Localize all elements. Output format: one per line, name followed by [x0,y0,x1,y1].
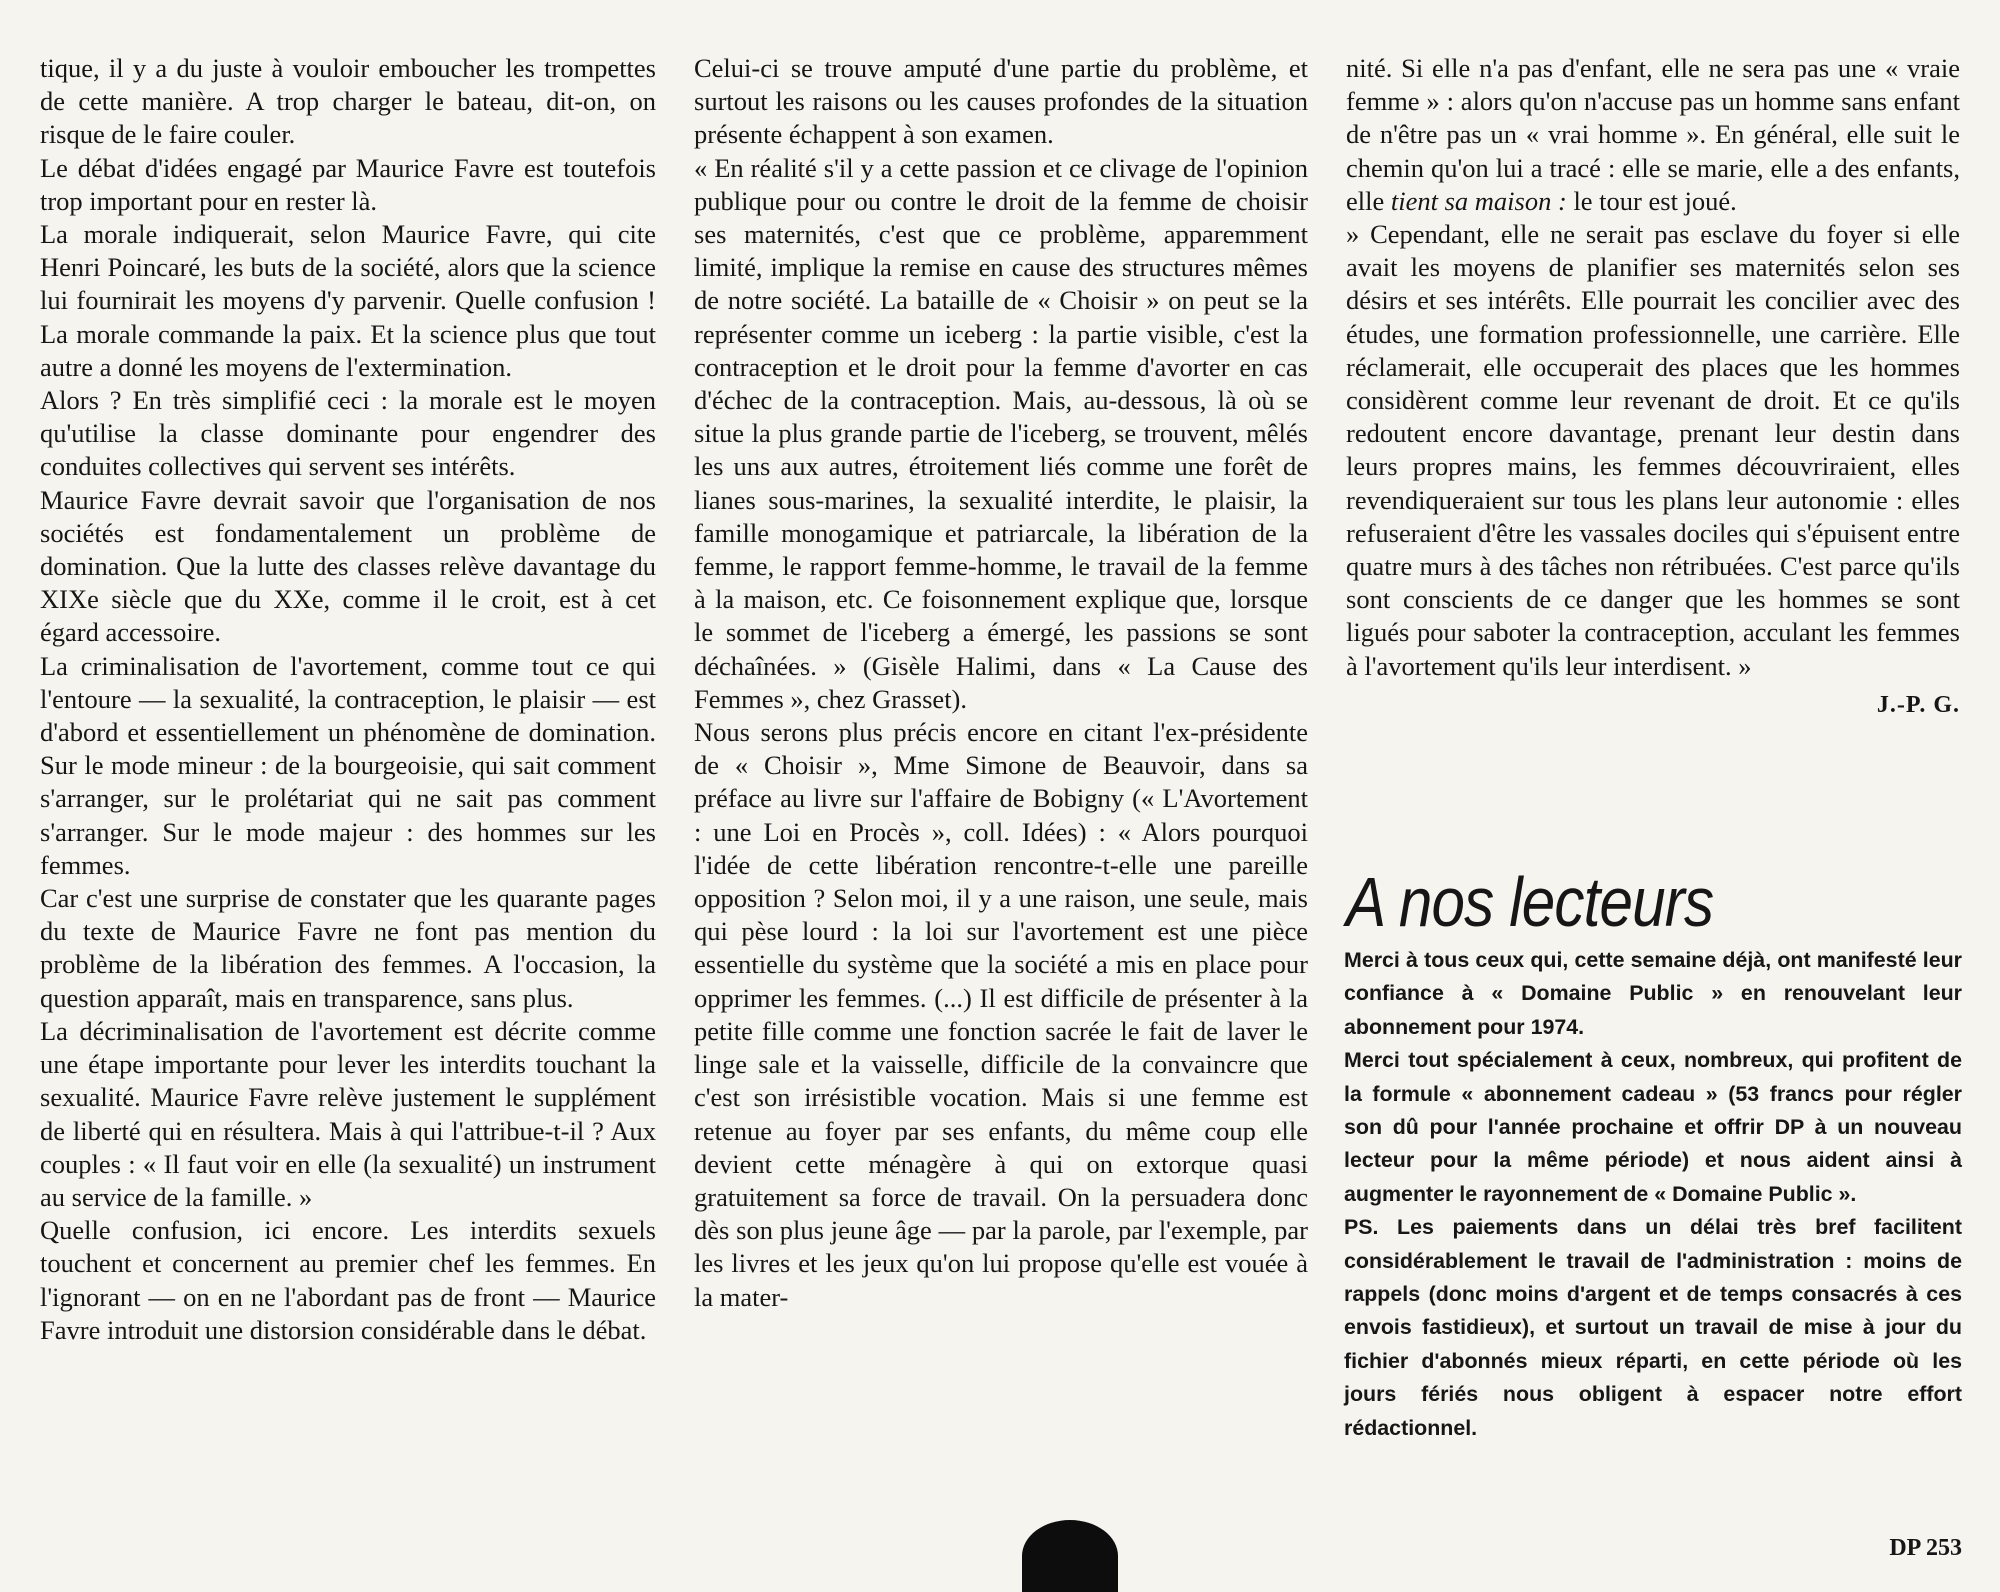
page-footer: DP 253 [1889,1535,1962,1561]
paragraph: La décriminalisation de l'avortement est décrite comme une étape importante pour lever les interdits touchant la sexualité. Maurice Favre relève justement le supplément de liberté qui en résultera. Mais à qui l'attribue-t-il ? Aux couples : « Il faut voir en elle (la sexualité) un instrument au service de la famille. » [40,1015,656,1212]
paragraph: Quelle confusion, ici encore. Les interdits sexuels touchent et concernent au premier chef les femmes. En l'ignorant — on en ne l'abordant pas de front — Maurice Favre introduit une distorsion considérable dans le débat. [40,1215,656,1345]
paragraph: Celui-ci se trouve amputé d'une partie du problème, et surtout les raisons ou les causes profondes de la situation présente échappent à son examen. [694,53,1308,150]
paragraph: La morale indiquerait, selon Maurice Favre, qui cite Henri Poincaré, les buts de la société, alors que la science lui fournirait les moyens d'y parvenir. Quelle confusion ! La morale commande la paix. Et la science plus que tout autre a donné les moyens de l'extermination. [40,219,656,382]
paragraph: La criminalisation de l'avortement, comme tout ce qui l'entoure — la sexualité, la contraception, le plaisir — est d'abord et essentiellement un phénomène de domination. Sur le mode mineur : de la bourgeoisie, qui sait comment s'arranger, sur le prolétariat qui ne sait pas comment s'arranger. Sur le mode majeur : des hommes sur les femmes. [40,650,656,880]
text-run: le tour est joué. [1566,185,1737,216]
paragraph: Nous serons plus précis encore en citant l'ex-présidente de « Choisir », Mme Simone de Beauvoir, dans sa préface au livre sur l'affaire de Bobigny (« L'Avortement : une Loi en Procès », coll. Idées) : « Alors pourquoi l'idée de cette libération rencontre-t-elle une pareille opposition ? Selon moi, il y a une raison, une seule, mais qui pèse lourd : la loi sur l'avortement est une pièce essentielle du système que la société a mis en place pour opprimer les femmes. (...) Il est difficile de présenter à la petite fille comme une fonction sacrée le fait de laver le linge sale et la vaisselle, difficile de la convaincre que c'est son irrésistible vocation. Mais si une femme est retenue au foyer par ses enfants, du même coup elle devient cette ménagère à qui on extorque quasi gratuitement sa force de travail. On la persuadera donc dès son plus jeune âge — par la parole, par l'exemple, par les livres et les jeux qu'on lui propose qu'elle est vouée à la mater- [694,717,1308,1312]
notice-paragraph: Merci tout spécialement à ceux, nombreux, qui profitent de la formule « abonnement cadeau » (53 francs pour régler son dû pour l'année prochaine et offrir DP à un nouveau lecteur pour la même période) et nous aident ainsi à augmenter le rayonnement de « Domaine Public ». [1344,1048,1962,1206]
article-column-2 [694,52,1308,1314]
paragraph: Car c'est une surprise de constater que les quarante pages du texte de Maurice Favre ne font pas mention du problème de la libération des femmes. A l'occasion, la question apparaît, mais en transparence, sans plus. [40,883,656,1013]
paragraph [1346,52,1960,218]
notice-paragraph: Merci à tous ceux qui, cette semaine déjà, ont manifesté leur confiance à « Domaine Public » en renouvelant leur abonnement pour 1974. [1344,948,1962,1039]
paragraph: « En réalité s'il y a cette passion et ce clivage de l'opinion publique pour ou contre le droit de la femme de choisir ses maternités, c'est que ce problème, apparemment limité, implique la remise en cause des structures mêmes de notre société. La bataille de « Choisir » on peut se la représenter comme un iceberg : la partie visible, c'est la contraception et le droit pour la femme d'avorter en cas d'échec de la contraception. Mais, au-dessous, là où se situe la plus grande partie de l'iceberg, se trouvent, mêlés les uns aux autres, étroitement liés comme une forêt de lianes sous-marines, la sexualité interdite, le plaisir, la famille monogamique et patriarcale, la libération de la femme, le rapport femme-homme, le travail de la femme à la maison, etc. Ce foisonnement explique que, lorsque le sommet de l'iceberg a émergé, les passions se sont déchaînées. » (Gisèle Halimi, dans « La Cause des Femmes », chez Grasset). [694,152,1308,714]
italic-text: tient sa maison : [1390,185,1567,216]
text-run: nité. Si elle n'a pas d'enfant, elle ne sera pas une « vraie femme » : alors qu'on n'accuse pas un homme sans enfant de n'être pas un « vrai homme ». En général, elle suit le chemin qu'on lui a tracé : elle se marie, elle a des enfants, elle [1346,53,1960,216]
author-signature: J.-P. G. [1876,691,1960,718]
paragraph: Le débat d'idées engagé par Maurice Favre est toutefois trop important pour en rester là. [40,152,656,216]
article-column-3 [1346,52,1960,722]
paragraph: Maurice Favre devrait savoir que l'organisation de nos sociétés est fondamentalement un problème de domination. Que la lutte des classes relève davantage du XIXe siècle que du XXe, comme il le croit, est à cet égard accessoire. [40,484,656,648]
paragraph: tique, il y a du juste à vouloir emboucher les trompettes de cette manière. A trop charger le bateau, dit-on, on risque de le faire couler. [40,53,656,150]
article-column-1 [40,52,656,1347]
ink-blot-decoration [1022,1520,1118,1592]
notice-paragraph: PS. Les paiements dans un délai très bref facilitent considérablement le travail de l'administration : moins de rappels (donc moins d'argent et de temps consacrés à ces envois fastidieux), et surtout un travail de mise à jour du fichier d'abonnés mieux réparti, en cette période où les jours fériés nous obligent à espacer notre effort rédactionnel. [1344,1215,1962,1440]
notice-body [1344,944,1962,1445]
paragraph: » Cependant, elle ne serait pas esclave du foyer si elle avait les moyens de planifier ses maternités selon ses désirs et ses intérêts. Elle pourrait les concilier avec des études, une formation professionnelle, une carrière. Elle réclamerait, elle occuperait des places que les hommes considèrent comme leur revenant de droit. Et ce qu'ils redoutent encore davantage, prenant leur destin dans leurs propres mains, les femmes découvriraient, elles revendiqueraient sur tous les plans leur autonomie : elles refuseraient d'être les vassales dociles qui s'épuisent entre quatre murs à des tâches non rétribuées. C'est parce qu'ils sont conscients de ce danger que les hommes se sont ligués pour saboter la contraception, acculant les femmes à l'avortement qu'ils leur interdisent. » [1346,219,1960,681]
paragraph: Alors ? En très simplifié ceci : la morale est le moyen qu'utilise la classe dominante pour engendrer des conduites collectives qui servent ses intérêts. [40,385,656,482]
notice-title: A nos lecteurs [1346,863,1714,941]
